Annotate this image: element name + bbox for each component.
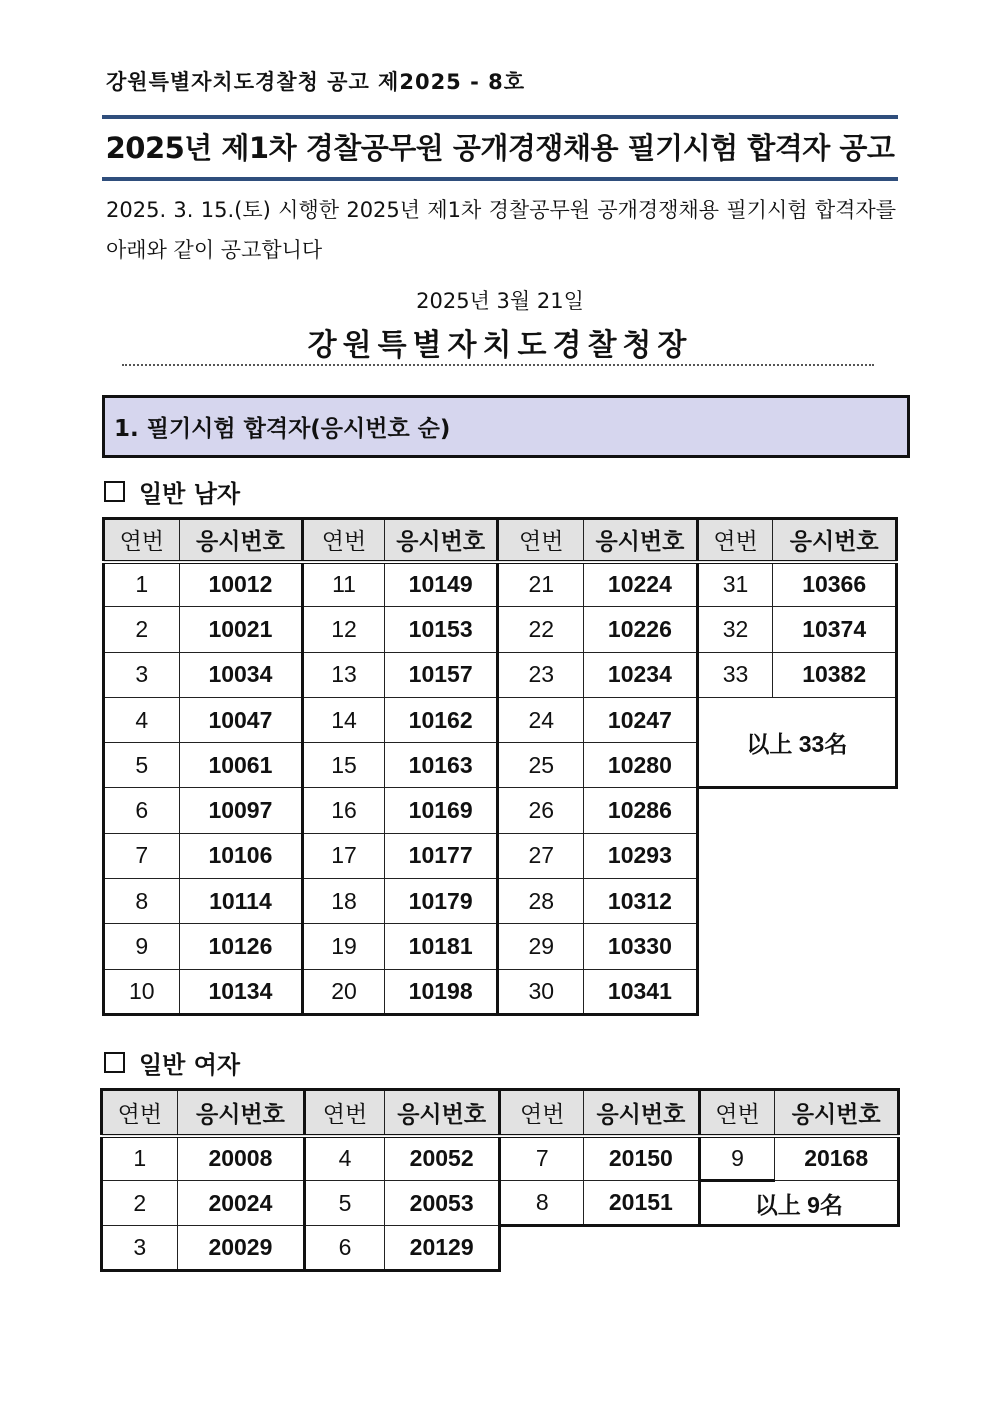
seq-cell: 16: [303, 788, 385, 833]
table-row: [104, 697, 897, 742]
exam-number-cell: 10034: [179, 652, 303, 697]
exam-number-cell: 10126: [179, 924, 303, 969]
page-title: 2025년 제1차 경찰공무원 공개경쟁채용 필기시험 합격자 공고: [105, 131, 895, 165]
exam-number-column-header: 응시번호: [584, 519, 698, 562]
exam-number-cell: 10163: [384, 743, 498, 788]
exam-number-cell: 10097: [179, 788, 303, 833]
male-subheading: [104, 474, 240, 509]
seq-cell: 28: [498, 879, 584, 924]
checkbox-square-icon: [104, 1052, 125, 1073]
seq-cell: 25: [498, 743, 584, 788]
exam-number-cell: 10312: [584, 879, 698, 924]
exam-number-cell: 20029: [177, 1226, 305, 1271]
exam-number-cell: 20052: [384, 1136, 500, 1181]
exam-number-cell: 10293: [584, 833, 698, 878]
seq-cell: 5: [104, 743, 180, 788]
seq-cell: 6: [104, 788, 180, 833]
exam-number-cell: 10153: [384, 607, 498, 652]
exam-number-cell: 10226: [584, 607, 698, 652]
seq-column-header: 연번: [500, 1090, 584, 1136]
male-heading-label: 일반 남자: [139, 480, 241, 508]
exam-number-cell: 10341: [584, 969, 698, 1014]
title-bottom-rule: [102, 177, 898, 181]
exam-number-cell: 10198: [384, 969, 498, 1014]
table-row: [104, 879, 897, 924]
exam-number-cell: 10181: [384, 924, 498, 969]
seq-cell: 22: [498, 607, 584, 652]
exam-number-column-header: 응시번호: [384, 519, 498, 562]
exam-number-cell: 10280: [584, 743, 698, 788]
intro-text: 2025. 3. 15.(토) 시행한 2025년 제1차 경찰공무원 공개경쟁채용 필기시험 합격자를 아래와 같이 공고합니다: [106, 198, 896, 262]
table-row: [104, 833, 897, 878]
table-row: [104, 562, 897, 607]
table-row: [104, 607, 897, 652]
seq-cell: 15: [303, 743, 385, 788]
notice-number: 강원특별자치도경찰청 공고 제2025 - 8호: [106, 70, 526, 94]
exam-number-cell: 20129: [384, 1226, 500, 1271]
seq-cell: 12: [303, 607, 385, 652]
seq-cell: 29: [498, 924, 584, 969]
seq-column-header: 연번: [102, 1090, 178, 1136]
exam-number-cell: 10012: [179, 562, 303, 607]
section-heading: 1. 필기시험 합격자(응시번호 순): [102, 395, 910, 458]
exam-number-cell: 20168: [775, 1136, 899, 1181]
exam-number-cell: 10177: [384, 833, 498, 878]
seq-cell: 11: [303, 562, 385, 607]
exam-number-cell: 10162: [384, 697, 498, 742]
exam-number-cell: 10021: [179, 607, 303, 652]
seq-cell: 1: [104, 562, 180, 607]
seq-cell: 21: [498, 562, 584, 607]
issuing-authority: 강원특별자치도경찰청장: [307, 328, 693, 363]
seq-cell: 8: [104, 879, 180, 924]
seq-cell: 3: [104, 652, 180, 697]
exam-number-cell: 10330: [584, 924, 698, 969]
seq-column-header: 연번: [303, 519, 385, 562]
seq-cell: 10: [104, 969, 180, 1014]
exam-number-cell: 10234: [584, 652, 698, 697]
exam-number-cell: 20151: [584, 1181, 700, 1226]
female-results-table: [100, 1088, 900, 1272]
seq-cell: 31: [697, 562, 773, 607]
exam-number-cell: 10114: [179, 879, 303, 924]
exam-number-cell: 20008: [177, 1136, 305, 1181]
exam-number-column-header: 응시번호: [384, 1090, 500, 1136]
seq-cell: 9: [104, 924, 180, 969]
exam-number-cell: 10047: [179, 697, 303, 742]
seq-cell: 3: [102, 1226, 178, 1271]
seq-column-header: 연번: [104, 519, 180, 562]
exam-number-cell: 10134: [179, 969, 303, 1014]
table-row: [102, 1226, 899, 1271]
exam-number-cell: 10382: [773, 652, 897, 697]
male-results-table: [102, 517, 898, 1016]
exam-number-column-header: 응시번호: [773, 519, 897, 562]
seq-cell: 27: [498, 833, 584, 878]
seq-cell: 7: [500, 1136, 584, 1181]
checkbox-square-icon: [104, 481, 125, 502]
female-heading-label: 일반 여자: [139, 1051, 241, 1079]
seq-cell: 4: [104, 697, 180, 742]
total-summary-cell: 以上 33名: [697, 697, 896, 788]
table-row: [102, 1181, 899, 1226]
exam-number-cell: 10157: [384, 652, 498, 697]
title-top-rule: [102, 115, 898, 119]
seq-cell: 33: [697, 652, 773, 697]
table-row: [104, 969, 897, 1014]
seq-cell: 6: [305, 1226, 385, 1271]
exam-number-cell: 10061: [179, 743, 303, 788]
seq-cell: 7: [104, 833, 180, 878]
exam-number-column-header: 응시번호: [177, 1090, 305, 1136]
seq-cell: 8: [500, 1181, 584, 1226]
exam-number-cell: 10286: [584, 788, 698, 833]
exam-number-cell: 20053: [384, 1181, 500, 1226]
dotted-divider: [122, 364, 874, 366]
exam-number-cell: 10247: [584, 697, 698, 742]
seq-cell: 9: [699, 1136, 775, 1181]
seq-column-header: 연번: [498, 519, 584, 562]
seq-cell: 13: [303, 652, 385, 697]
seq-cell: 17: [303, 833, 385, 878]
exam-number-cell: 10374: [773, 607, 897, 652]
seq-column-header: 연번: [699, 1090, 775, 1136]
exam-number-cell: 10179: [384, 879, 498, 924]
table-row: [102, 1136, 899, 1181]
seq-cell: 32: [697, 607, 773, 652]
exam-number-cell: 10169: [384, 788, 498, 833]
seq-cell: 23: [498, 652, 584, 697]
exam-number-cell: 10149: [384, 562, 498, 607]
female-subheading: [104, 1045, 240, 1080]
seq-cell: 5: [305, 1181, 385, 1226]
table-row: [104, 788, 897, 833]
notice-date: 2025년 3월 21일: [416, 289, 584, 313]
exam-number-cell: 10224: [584, 562, 698, 607]
seq-cell: 1: [102, 1136, 178, 1181]
exam-number-column-header: 응시번호: [584, 1090, 700, 1136]
seq-column-header: 연번: [305, 1090, 385, 1136]
seq-cell: 24: [498, 697, 584, 742]
table-row: [104, 652, 897, 697]
exam-number-cell: 10366: [773, 562, 897, 607]
seq-cell: 19: [303, 924, 385, 969]
exam-number-column-header: 응시번호: [775, 1090, 899, 1136]
exam-number-column-header: 응시번호: [179, 519, 303, 562]
seq-cell: 26: [498, 788, 584, 833]
seq-cell: 14: [303, 697, 385, 742]
seq-cell: 18: [303, 879, 385, 924]
total-summary-cell: 以上 9名: [699, 1181, 898, 1226]
seq-cell: 2: [104, 607, 180, 652]
exam-number-cell: 20150: [584, 1136, 700, 1181]
seq-cell: 4: [305, 1136, 385, 1181]
seq-column-header: 연번: [697, 519, 773, 562]
exam-number-cell: 10106: [179, 833, 303, 878]
seq-cell: 20: [303, 969, 385, 1014]
table-row: [104, 924, 897, 969]
exam-number-cell: 20024: [177, 1181, 305, 1226]
seq-cell: 30: [498, 969, 584, 1014]
seq-cell: 2: [102, 1181, 178, 1226]
